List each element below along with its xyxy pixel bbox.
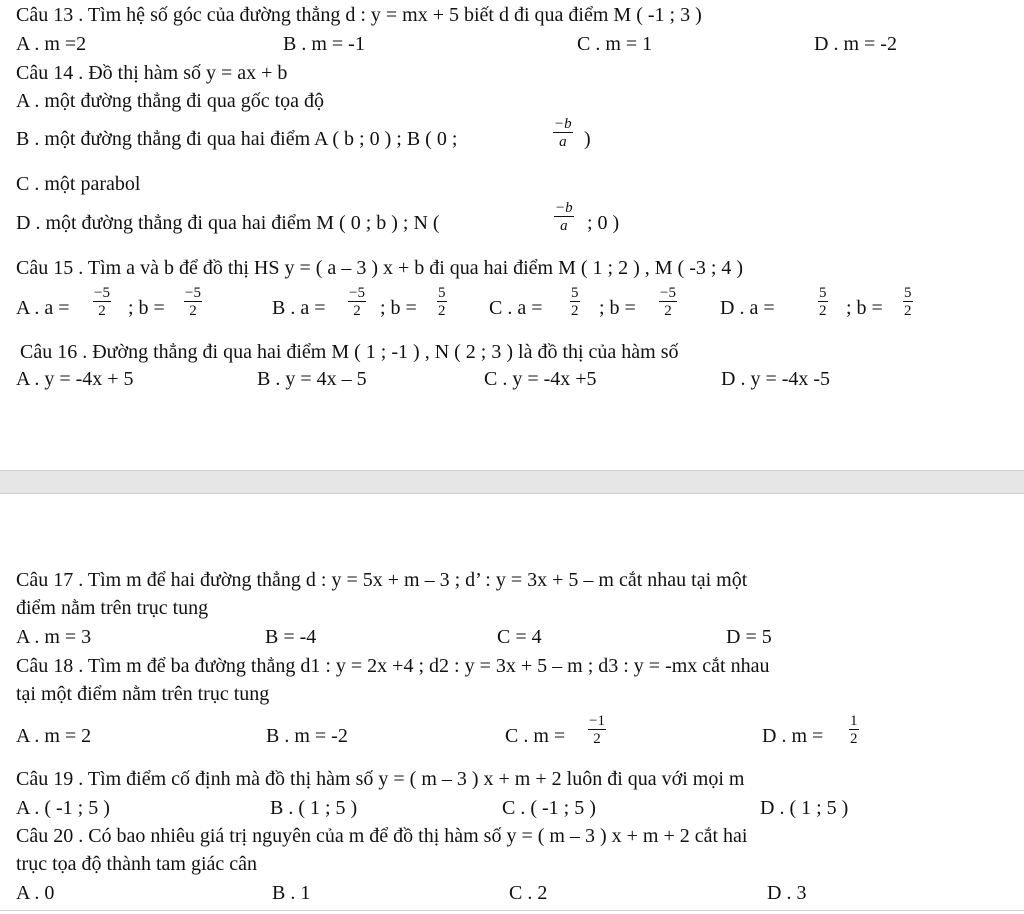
- fraction-denominator: 2: [850, 731, 858, 747]
- q14-option-d-close: ; 0 ): [587, 212, 620, 234]
- fraction-denominator: 2: [189, 303, 197, 319]
- question-17-stem-line-1: [0, 569, 1024, 599]
- question-19-stem-line: [0, 768, 1024, 798]
- page-break-divider: [0, 470, 1024, 494]
- q15-option-b-frac-b: [437, 286, 447, 319]
- fraction-denominator: a: [559, 134, 567, 150]
- q14-option-b-fraction: [553, 117, 573, 150]
- question-14-option-c-line: [0, 173, 1024, 203]
- q18-option-d-fraction: [849, 714, 859, 747]
- q15-option-c-frac-b: [659, 286, 677, 319]
- q15-option-b-mid: ; b =: [380, 297, 417, 319]
- q13-option-b: B . m = -1: [283, 33, 365, 55]
- q18-option-c-label: C . m =: [505, 725, 566, 747]
- q14-option-d-fraction: [554, 201, 574, 234]
- fraction-numerator: 5: [904, 285, 912, 301]
- fraction-numerator: −5: [185, 285, 201, 301]
- fraction-denominator: 2: [98, 303, 106, 319]
- q14-option-c: C . một parabol: [16, 173, 141, 195]
- fraction-numerator: 5: [819, 285, 827, 301]
- q17-option-d: D = 5: [726, 626, 772, 648]
- q15-option-a-label: A . a =: [16, 297, 70, 319]
- question-16-options: [0, 368, 1024, 398]
- q16-option-c: C . y = -4x +5: [484, 368, 597, 390]
- question-15-options: [0, 285, 1024, 327]
- question-15-stem-line: [0, 257, 1024, 287]
- q18-option-a: A . m = 2: [16, 725, 92, 747]
- q18-option-c-fraction: [588, 714, 606, 747]
- q14-option-a: A . một đường thẳng đi qua gốc tọa độ: [16, 90, 325, 112]
- q15-option-d-label: D . a =: [720, 297, 775, 319]
- fraction-denominator: 2: [353, 303, 361, 319]
- fraction-numerator: −5: [94, 285, 110, 301]
- q16-option-d: D . y = -4x -5: [721, 368, 831, 390]
- q14-option-b-close: ): [584, 128, 591, 150]
- fraction-numerator: 5: [571, 285, 579, 301]
- q15-option-d-mid: ; b =: [846, 297, 883, 319]
- q15-option-a-mid: ; b =: [128, 297, 165, 319]
- q17-option-b: B = -4: [265, 626, 317, 648]
- bottom-divider: [0, 910, 1024, 911]
- question-17-stem-2: điểm nằm trên trục tung: [16, 597, 209, 619]
- fraction-numerator: −5: [349, 285, 365, 301]
- q15-option-d-frac-b: [903, 286, 913, 319]
- question-19-options: [0, 797, 1024, 827]
- question-19-stem: Câu 19 . Tìm điểm cố định mà đồ thị hàm số y = ( m – 3 ) x + m + 2 luôn đi qua với mọi m: [16, 768, 745, 790]
- q15-option-c-label: C . a =: [489, 297, 543, 319]
- fraction-numerator: 5: [438, 285, 446, 301]
- q19-option-b: B . ( 1 ; 5 ): [270, 797, 358, 819]
- fraction-numerator: −b: [554, 116, 572, 132]
- fraction-denominator: 2: [664, 303, 672, 319]
- question-13-options: [0, 33, 1024, 63]
- q13-option-d: D . m = -2: [814, 33, 897, 55]
- q15-option-a-frac-a: [93, 286, 111, 319]
- question-17-stem-1: Câu 17 . Tìm m để hai đường thẳng d : y = 5x + m – 3 ; d’ : y = 3x + 5 – m cắt nhau tại một: [16, 569, 748, 591]
- question-20-options: [0, 882, 1024, 912]
- question-13-stem: Câu 13 . Tìm hệ số góc của đường thẳng d : y = mx + 5 biết d đi qua điểm M ( -1 ; 3 ): [16, 4, 702, 26]
- q15-option-d-frac-a: [818, 286, 828, 319]
- q20-option-a: A . 0: [16, 882, 55, 904]
- fraction-denominator: 2: [904, 303, 912, 319]
- question-20-stem-line-2: [0, 853, 1024, 883]
- q15-option-b-label: B . a =: [272, 297, 326, 319]
- question-15-stem: Câu 15 . Tìm a và b để đồ thị HS y = ( a – 3 ) x + b đi qua hai điểm M ( 1 ; 2 ) , M ( -3 ; 4 ): [16, 257, 744, 279]
- fraction-numerator: 1: [850, 713, 858, 729]
- question-20-stem-1: Câu 20 . Có bao nhiêu giá trị nguyên của m để đồ thị hàm số y = ( m – 3 ) x + m + 2 cắt hai: [16, 825, 748, 847]
- question-18-stem-2: tại một điểm nằm trên trục tung: [16, 683, 270, 705]
- question-18-options: [0, 713, 1024, 755]
- q15-option-c-frac-a: [570, 286, 580, 319]
- q14-option-d-text: D . một đường thẳng đi qua hai điểm M ( 0 ; b ) ; N (: [16, 212, 440, 234]
- q20-option-b: B . 1: [272, 882, 311, 904]
- question-18-stem-line-2: [0, 683, 1024, 713]
- fraction-numerator: −5: [660, 285, 676, 301]
- fraction-numerator: −1: [589, 713, 605, 729]
- q20-option-c: C . 2: [509, 882, 548, 904]
- question-16-stem: Câu 16 . Đường thẳng đi qua hai điểm M ( 1 ; -1 ) , N ( 2 ; 3 ) là đồ thị của hàm số: [20, 341, 679, 363]
- question-14-option-b-line: [0, 116, 1024, 158]
- question-17-options: [0, 626, 1024, 656]
- question-14-stem: Câu 14 . Đồ thị hàm số y = ax + b: [16, 62, 288, 84]
- q15-option-a-frac-b: [184, 286, 202, 319]
- q13-option-c: C . m = 1: [577, 33, 653, 55]
- fraction-denominator: 2: [819, 303, 827, 319]
- fraction-numerator: −b: [555, 200, 573, 216]
- q14-option-b-text: B . một đường thẳng đi qua hai điểm A ( b ; 0 ) ; B ( 0 ;: [16, 128, 458, 150]
- q17-option-c: C = 4: [497, 626, 542, 648]
- q18-option-b: B . m = -2: [266, 725, 348, 747]
- fraction-denominator: 2: [438, 303, 446, 319]
- q15-option-b-frac-a: [348, 286, 366, 319]
- question-13-stem-line: [0, 4, 1024, 34]
- fraction-denominator: 2: [571, 303, 579, 319]
- question-18-stem-line-1: [0, 655, 1024, 685]
- q19-option-c: C . ( -1 ; 5 ): [502, 797, 596, 819]
- q17-option-a: A . m = 3: [16, 626, 92, 648]
- q19-option-d: D . ( 1 ; 5 ): [760, 797, 849, 819]
- question-14-stem-line: [0, 62, 1024, 92]
- question-20-stem-line-1: [0, 825, 1024, 855]
- question-16-stem-line: [0, 341, 1024, 371]
- fraction-denominator: 2: [593, 731, 601, 747]
- q20-option-d: D . 3: [767, 882, 807, 904]
- q13-option-a: A . m =2: [16, 33, 87, 55]
- question-20-stem-2: trục tọa độ thành tam giác cân: [16, 853, 258, 875]
- question-17-stem-line-2: [0, 597, 1024, 627]
- fraction-denominator: a: [560, 218, 568, 234]
- question-18-stem-1: Câu 18 . Tìm m để ba đường thẳng d1 : y = 2x +4 ; d2 : y = 3x + 5 – m ; d3 : y = -mx cắt nhau: [16, 655, 770, 677]
- question-14-option-d-line: [0, 200, 1024, 242]
- q16-option-b: B . y = 4x – 5: [257, 368, 367, 390]
- q16-option-a: A . y = -4x + 5: [16, 368, 134, 390]
- q18-option-d-label: D . m =: [762, 725, 824, 747]
- q19-option-a: A . ( -1 ; 5 ): [16, 797, 110, 819]
- q15-option-c-mid: ; b =: [599, 297, 636, 319]
- question-14-option-a-line: [0, 90, 1024, 120]
